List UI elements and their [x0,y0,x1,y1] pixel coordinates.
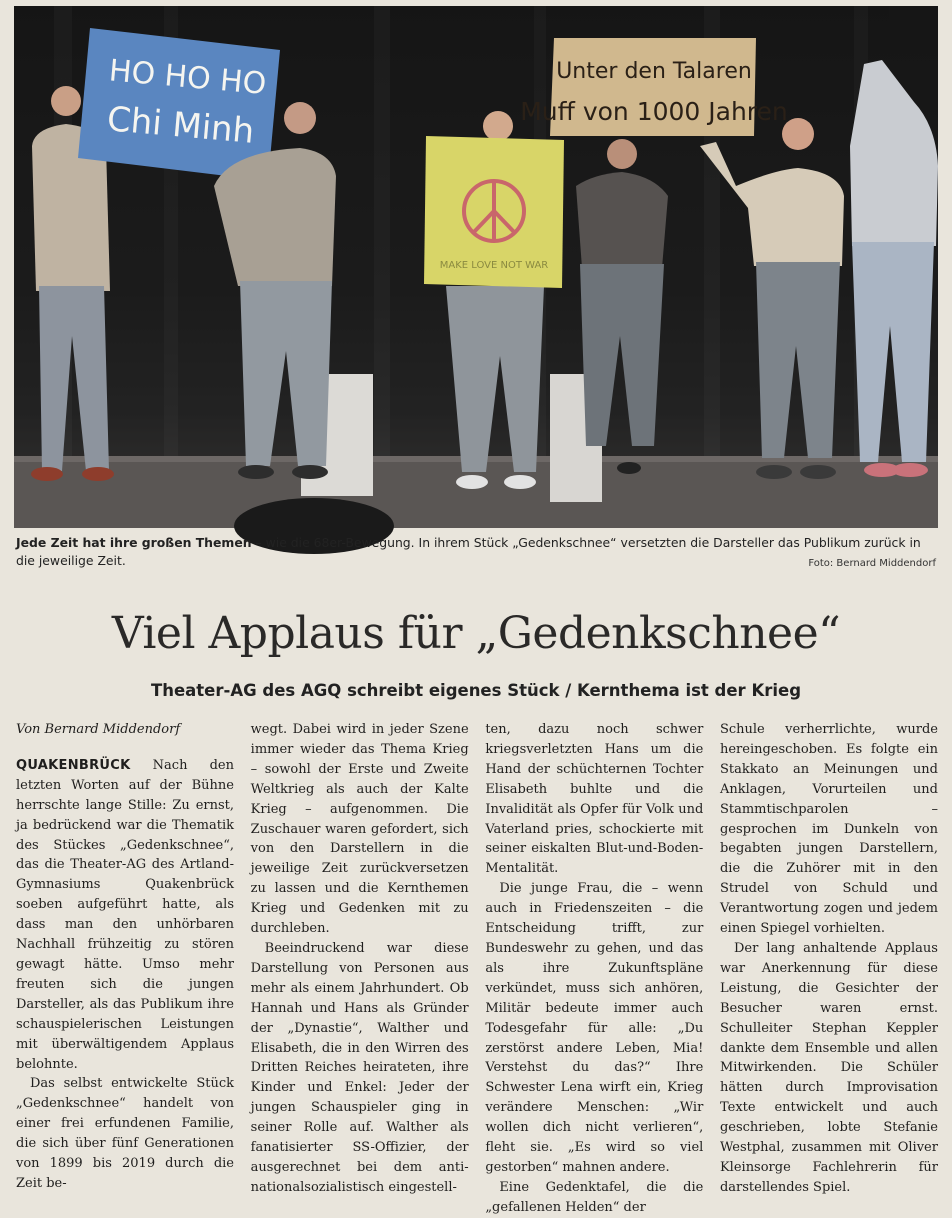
sign-middle-text: MAKE LOVE NOT WAR [439,260,549,271]
caption-lead: Jede Zeit hat ihre großen Themen [16,535,252,550]
paragraph: Beeindruckend war diese Darstellung von Personen aus mehr als einem Jahrhundert. Ob Hannah und Hans als Gründer der „Dynastie“, Walther und Elisabeth, die in den Wirren des Dritten Reiches heirateten, ihre Kinder und Enkel: Jeder der jungen Schauspieler ging in seiner Rolle auf. Walther als fanatisierter SS-Offizier, der ausgerechnet bei dem anti-nationalsozialistisch eingestell- [250,940,469,1195]
paragraph: Schule verherrlichte, wurde hereingeschoben. Es folgte ein Stakkato an Meinungen und Anklagen, Vorurteilen und Stammtischparolen – gesprochen im Dunkeln von begabten jungen Darstellern, die die Zuhörer mit in den Strudel von Schuld und Verantwortung zogen und jedem einen Spiegel vorhielten. [719,722,938,937]
column-3 [485,720,704,1215]
sign-right [520,38,788,136]
article-body [16,720,938,1215]
caption-text: – wie die 68er-Bewegung. In ihrem Stück „Gedenkschnee“ versetzten die Darsteller das Publikum zurück in die jeweilige Zeit. [16,535,921,568]
stage-photo [14,6,938,528]
sign-middle [424,136,564,288]
photo-credit: Foto: Bernard Middendorf [808,558,936,569]
sign-right-line2: Muff von 1000 Jahren [520,97,788,126]
byline: Von Bernard Middendorf [16,722,181,737]
paragraph: QUAKENBRÜCK Nach den letzten Worten auf der Bühne herrschte lange Stille: Zu ernst, ja bedrückend war die Thematik des Stückes „Gedenkschnee“, das die Theater-AG des Artland-Gymnasiums Quakenbrück soeben aufgeführt hatte, als dass man den unhörbaren Nachhall frühzeitig zu stören gewagt hätte. Umso mehr freuten sich die jungen Darsteller, als das Publikum ihre schauspielerischen Leistungen mit überwältigendem Applaus belohnte. [16,757,234,1072]
paragraph: Die junge Frau, die – wenn auch in Friedenszeiten – die Entscheidung trifft, zur Bundeswehr zu gehen, und das als ihre Zukunftspläne verkündet, muss sich anhören, Militär bedeute immer auch Todesgefahr für alle: „Du zerstörst andere Leben, Mia! Verstehst du das?“ Ihre Schwester Lena wirft ein, Krieg verändere Menschen: „Wir wollen dich nicht verlieren“, fleht sie. „Es wird so viel gestorben“ mahnen andere. [485,881,704,1175]
column-2 [251,720,469,1200]
sign-left-line1: HO HO HO [107,53,268,102]
photo-caption [16,534,936,570]
paragraph: wegt. Dabei wird in jeder Szene immer wieder das Thema Krieg – sowohl der Erste und Zweite Weltkrieg als auch der Kalte Krieg – aufgenommen. Die Zuschauer waren gefordert, sich von den Darstellern in die jeweilige Zeit zurückversetzen zu lassen und die Kernthemen Krieg und Gedenken mit zu durchleben. [250,722,469,937]
sign-right-line1: Unter den Talaren [556,59,752,84]
dateline: QUAKENBRÜCK [16,757,131,773]
stage-photo-illustration [14,6,938,528]
sign-left-line2: Chi Minh [105,99,256,152]
column-1 [16,720,234,1200]
paragraph: Eine Gedenktafel, die die „gefallenen Helden“ der [485,1179,704,1215]
paragraph: Das selbst entwickelte Stück „Gedenkschnee“ handelt von einer frei erfundenen Familie, die sich über fünf Generationen von 1899 bis 2019 durch die Zeit be- [16,1076,234,1191]
article-headline: Viel Applaus für „Gedenkschnee“ [111,608,841,659]
paragraph: ten, dazu noch schwer kriegsverletzten Hans um die Hand der schüchternen Tochter Elisabeth buhlte und die Invalidität als Opfer für Volk und Vaterland pries, schockierte mit seiner eiskalten Blut-und-Boden-Mentalität. [485,722,704,877]
column-4 [720,720,938,1200]
article-subheadline: Theater-AG des AGQ schreibt eigenes Stück / Kernthema ist der Krieg [150,681,802,700]
paragraph: Der lang anhaltende Applaus war Anerkennung für diese Leistung, die Gesichter der Besucher waren ernst. Schulleiter Stephan Keppler dankte dem Ensemble und allen Mitwirkenden. Die Schüler hätten durch Improvisation Texte entwickelt und auch geschrieben, lobte Stefanie Westphal, zusammen mit Oliver Kleinsorge Fachlehrerin für darstellendes Spiel. [719,940,938,1195]
